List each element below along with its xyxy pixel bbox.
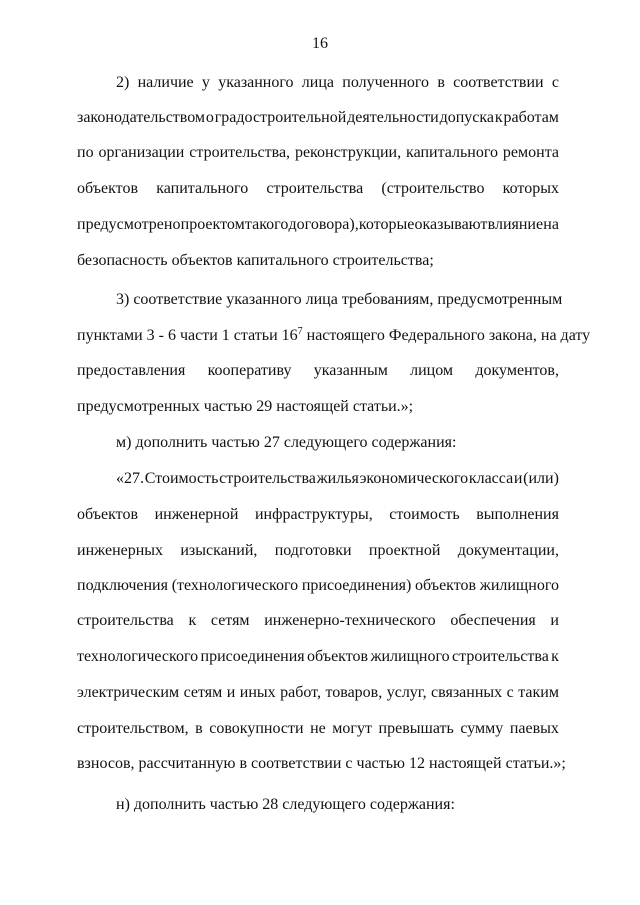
word: о [205,109,214,126]
word: законодательством [77,109,206,126]
word: товаров, [325,684,383,701]
word: проектом [180,216,245,233]
word: (технологического [171,577,299,594]
word: присоединения) [301,577,412,594]
word: лицом [410,362,454,379]
part27-line8 [77,719,559,739]
item3-line1: 3) соответствие указанного лица требованиям, предусмотренным [116,291,563,308]
word: 2) [116,74,130,91]
word: объектов [415,577,477,594]
word: жилищного [479,577,559,594]
word: и [226,684,236,701]
word: проектной [368,542,441,559]
word: объектов [77,180,139,197]
word: строительства, [189,144,291,161]
item3-line2-before: пунктами 3 - 6 части 1 статьи 16 [77,327,298,344]
part27-line5 [77,611,559,631]
word: жилищного [370,648,450,665]
item2-line2 [77,108,559,128]
word: к [188,612,197,629]
item2-line4 [77,179,559,199]
word: организации [98,144,185,161]
word: изысканий, [180,542,258,559]
word: такого [244,216,289,233]
word: капитального [156,180,249,197]
word: к [551,648,559,665]
word: могут [332,720,372,737]
word: кооперативу [207,362,292,379]
word: стоимость [389,506,460,523]
word: технологического [77,648,199,665]
item3-line2 [77,326,591,346]
word: строительством, [77,720,189,737]
word: инженерной [154,506,239,523]
word: к [494,109,503,126]
word: (строительство [381,180,485,197]
word: таким [518,684,559,701]
word: по [77,144,94,161]
word: объектов [77,506,139,523]
word: сетям [210,612,250,629]
word: инженерно-технического [264,612,436,629]
word: с [551,74,559,91]
word: объектов [307,648,369,665]
word: капитального [406,144,499,161]
word: допуска [439,109,495,126]
word: лица [301,74,335,91]
item3-line3 [77,361,559,381]
word: услуг, [386,684,427,701]
item-n: н) дополнить частью 28 следующего содержания: [116,796,455,813]
word: совокупности [209,720,304,737]
word: оказывают [414,216,488,233]
item3-line2-after: настоящего Федерального закона, на дату [302,327,591,344]
word: наличие [137,74,194,91]
word: сетям [183,684,223,701]
word: договора), [288,216,359,233]
word: указанным [313,362,388,379]
part27-line9: взносов, рассчитанную в соответствии с частью 12 настоящей статьи.»; [77,755,566,772]
word: иных [239,684,276,701]
word: документов, [475,362,559,379]
word: присоединения [200,648,305,665]
word: в [437,74,445,91]
part27-line3 [77,541,559,561]
word: (или) [523,470,559,487]
superscript: 7 [297,326,303,337]
word: реконструкции, [294,144,402,161]
word: инженерных [77,542,164,559]
word: связанных [431,684,503,701]
word: сумму [460,720,504,737]
part27-line6 [77,647,559,667]
word: соответствии [453,74,544,91]
word: у [201,74,210,91]
word: жилья [316,470,359,487]
part27-line2 [77,505,559,525]
word: указанного [218,74,294,91]
word: работ, [280,684,321,701]
word: предоставления [77,362,186,379]
word: подготовки [274,542,352,559]
word: деятельности [347,109,439,126]
item2-line3 [77,143,559,163]
word: строительства [77,612,174,629]
word: на [543,216,559,233]
word: паевых [509,720,559,737]
item-m: м) дополнить частью 27 следующего содержания: [116,434,457,451]
word: документации, [457,542,559,559]
part27-line1 [116,469,559,489]
word: подключения [77,577,168,594]
word: которых [502,180,559,197]
word: которые [358,216,415,233]
item3-line4: предусмотренных частью 29 настоящей статьи.»; [77,398,414,415]
part27-line7 [77,683,559,703]
word: ремонта [502,144,559,161]
word: предусмотрено [77,216,181,233]
word: строительства [452,648,549,665]
item2-line6: безопасность объектов капитального строительства; [77,252,434,269]
word: и [513,470,523,487]
page-number: 16 [312,35,328,52]
word: и [550,612,559,629]
word: с [506,684,514,701]
word: в [195,720,203,737]
word: полученного [342,74,430,91]
word: Стоимость [144,470,219,487]
word: работам [503,109,559,126]
word: не [310,720,326,737]
item2-line1 [116,73,559,93]
part27-line4 [77,576,559,596]
word: обеспечения [450,612,536,629]
word: выполнения [476,506,559,523]
item2-line5 [77,215,559,235]
word: строительства [266,180,364,197]
word: влияние [487,216,544,233]
word: инфраструктуры, [254,506,373,523]
word: класса [468,470,514,487]
word: градостроительной [214,109,347,126]
word: «27. [116,470,144,487]
word: превышать [378,720,454,737]
word: электрическим [77,684,180,701]
word: строительства [219,470,316,487]
word: экономического [359,470,469,487]
